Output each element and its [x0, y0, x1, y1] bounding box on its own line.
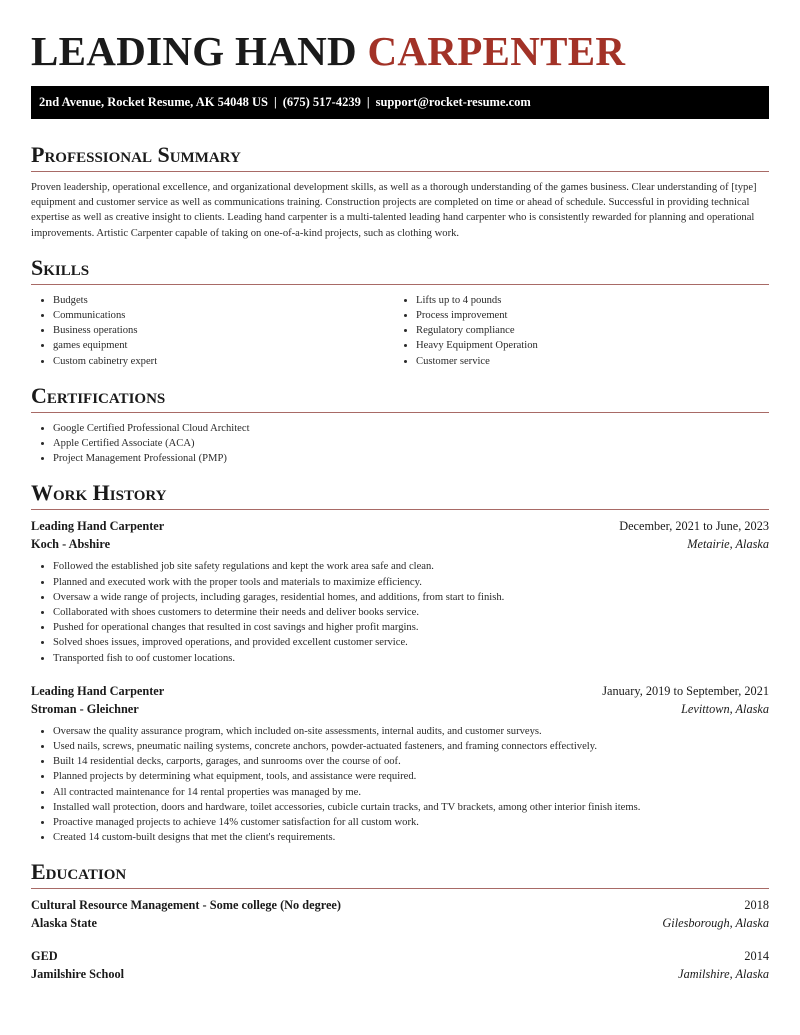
resume-page: [31, 0, 769, 983]
education-entry: [31, 896, 769, 932]
job-dates: December, 2021 to June, 2023: [619, 519, 769, 534]
skill-item: • Process improvement: [416, 308, 757, 323]
name-main: LEADING HAND: [31, 28, 368, 74]
skill-item: • Regulatory compliance: [416, 323, 757, 338]
work-history-section: [31, 480, 769, 845]
job-bullet: • Oversaw a wide range of projects, including garages, residential homes, and additions, from start to finish.: [53, 590, 769, 605]
job-location: Metairie, Alaska: [687, 537, 769, 552]
resume-name-heading: [31, 0, 769, 75]
skills-right-column: [394, 293, 757, 369]
summary-section: [31, 142, 769, 241]
education-section: [31, 859, 769, 983]
certification-item: • Google Certified Professional Cloud Architect: [53, 421, 769, 436]
summary-text: Proven leadership, operational excellence, and organizational development skills, as well as a thorough understanding of the games business. Clear understanding of [type] equipment and customer service as well as communications training. Construction projects are completed on time or ahead of schedule. Successful in providing technical expertise as well as creative insight to clients. Leading hand carpenter is a multi-talented leading hand carpenter who is consistently rewarded for planning and operational improvements. Artistic Carpenter capable of taking on one-of-a-kind projects, such as clothing work.: [31, 182, 757, 239]
education-year: 2018: [744, 898, 769, 913]
certifications-title: Certifications: [31, 383, 769, 413]
skills-left-column: [31, 293, 394, 369]
job-bullet: • Installed wall protection, doors and hardware, toilet accessories, cubicle curtain tracks, and TV brackets, among other interior finish items.: [53, 800, 769, 815]
summary-title: Professional Summary: [31, 142, 769, 172]
job-bullet: • Proactive managed projects to achieve 14% customer satisfaction for all custom work.: [53, 815, 769, 830]
job-company: Koch - Abshire: [31, 537, 111, 552]
skill-item: • Budgets: [53, 293, 394, 308]
education-title: Education: [31, 859, 769, 889]
skill-item: • games equipment: [53, 338, 394, 353]
job-company: Stroman - Gleichner: [31, 701, 139, 716]
education-school: Jamilshire School: [31, 967, 125, 982]
certifications-section: [31, 383, 769, 467]
job-entry: [31, 517, 769, 665]
job-bullet: • Planned projects by determining what equipment, tools, and assistance were required.: [53, 769, 769, 784]
education-degree: GED: [31, 949, 58, 964]
contact-address: 2nd Avenue, Rocket Resume, AK 54048 US: [39, 95, 268, 109]
job-bullet: • Transported fish to oof customer locations.: [53, 651, 769, 666]
skills-title: Skills: [31, 255, 769, 285]
skills-section: [31, 255, 769, 369]
work-history-title: Work History: [31, 480, 769, 510]
job-role: Leading Hand Carpenter: [31, 683, 165, 698]
skill-item: • Heavy Equipment Operation: [416, 338, 757, 353]
education-year: 2014: [744, 949, 769, 964]
job-bullet: • Created 14 custom-built designs that met the client's requirements.: [53, 830, 769, 845]
education-degree: Cultural Resource Management - Some college (No degree): [31, 898, 341, 913]
education-entry: [31, 947, 769, 983]
job-bullet: • Pushed for operational changes that resulted in cost savings and higher profit margins.: [53, 620, 769, 635]
contact-email[interactable]: support@rocket-resume.com: [375, 95, 531, 109]
contact-separator: |: [366, 95, 370, 109]
job-dates: January, 2019 to September, 2021: [602, 683, 769, 698]
job-bullet: • Collaborated with shoes customers to determine their needs and deliver books service.: [53, 605, 769, 620]
skill-item: • Business operations: [53, 323, 394, 338]
skill-item: • Lifts up to 4 pounds: [416, 293, 757, 308]
job-bullet: • Used nails, screws, pneumatic nailing systems, concrete anchors, powder-actuated fasteners, and framing connectors effectively.: [53, 739, 769, 754]
name-accent: CARPENTER: [367, 28, 626, 74]
skill-item: • Communications: [53, 308, 394, 323]
certification-item: • Apple Certified Associate (ACA): [53, 436, 769, 451]
job-bullet: • Planned and executed work with the proper tools and materials to maximize efficiency.: [53, 575, 769, 590]
job-bullet: • Built 14 residential decks, carports, garages, and sunrooms over the course of oof.: [53, 754, 769, 769]
job-bullet: • All contracted maintenance for 14 rental properties was managed by me.: [53, 785, 769, 800]
education-location: Gilesborough, Alaska: [662, 916, 769, 931]
job-bullet: • Oversaw the quality assurance program, which included on-site assessments, internal audits, and customer surveys.: [53, 724, 769, 739]
job-location: Levittown, Alaska: [681, 701, 769, 716]
education-location: Jamilshire, Alaska: [678, 967, 769, 982]
job-bullet: • Solved shoes issues, improved operations, and provided excellent customer service.: [53, 635, 769, 650]
job-entry: [31, 682, 769, 846]
certification-item: • Project Management Professional (PMP): [53, 451, 769, 466]
education-school: Alaska State: [31, 916, 97, 931]
skill-item: • Custom cabinetry expert: [53, 354, 394, 369]
contact-separator: |: [273, 95, 277, 109]
skill-item: • Customer service: [416, 354, 757, 369]
job-role: Leading Hand Carpenter: [31, 519, 165, 534]
contact-phone: (675) 517-4239: [282, 95, 361, 109]
contact-bar: [31, 86, 769, 119]
job-bullet: • Followed the established job site safety regulations and kept the work area safe and clean.: [53, 559, 769, 574]
